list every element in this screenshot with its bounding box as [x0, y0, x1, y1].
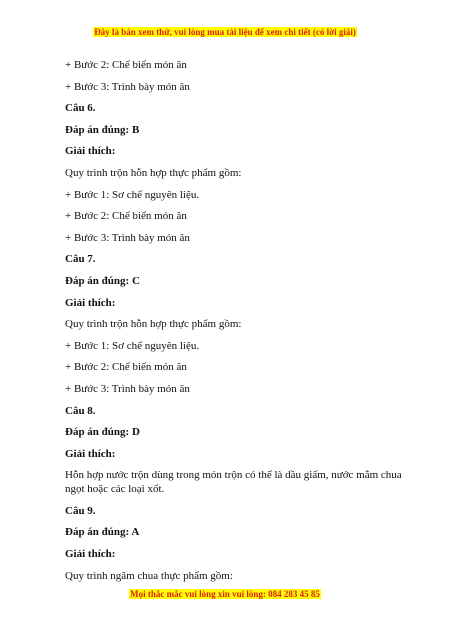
body-paragraph: Hỗn hợp nước trộn dùng trong món trộn có thể là dầu giấm, nước mắm chua ngọt hoặc các loại xốt.: [65, 469, 402, 496]
body-paragraph: + Bước 2: Chế biến món ăn: [65, 361, 187, 374]
body-paragraph: + Bước 2: Chế biến món ăn: [65, 210, 187, 223]
body-paragraph: + Bước 1: Sơ chế nguyên liệu.: [65, 339, 200, 352]
body-paragraph: + Bước 3: Trình bày món ăn: [65, 231, 190, 244]
preview-notice-text: Đây là bản xem thử, vui lòng mua tài liệu để xem chi tiết (có lời giải): [94, 27, 356, 37]
body-paragraph: Quy trình trộn hỗn hợp thực phẩm gồm:: [65, 318, 242, 331]
section-heading: Câu 9.: [65, 504, 96, 517]
body-paragraph: + Bước 1: Sơ chế nguyên liệu.: [65, 188, 200, 201]
section-heading: Giải thích:: [65, 548, 116, 561]
section-heading: Câu 8.: [65, 404, 96, 417]
contact-footer-text: Mọi thắc mắc vui lòng xin vui lòng: 084 283 45 85: [130, 589, 320, 599]
body-paragraph: Quy trình trộn hỗn hợp thực phẩm gồm:: [65, 166, 242, 179]
section-heading: Đáp án đúng: B: [65, 123, 140, 136]
section-heading: Giải thích:: [65, 447, 116, 460]
section-heading: Giải thích:: [65, 296, 116, 309]
section-heading: Câu 7.: [65, 253, 96, 266]
section-heading: Đáp án đúng: D: [65, 426, 140, 439]
section-heading: Đáp án đúng: A: [65, 526, 140, 539]
document-body: [65, 58, 410, 590]
contact-footer-banner: [0, 589, 450, 599]
body-paragraph: + Bước 3: Trình bày món ăn: [65, 80, 190, 93]
preview-notice-banner: [0, 27, 450, 37]
body-paragraph: Quy trình ngâm chua thực phẩm gồm:: [65, 569, 233, 582]
body-paragraph: + Bước 2: Chế biến món ăn: [65, 59, 187, 71]
section-heading: Giải thích:: [65, 145, 116, 158]
body-paragraph: + Bước 3: Trình bày món ăn: [65, 382, 190, 395]
section-heading: Câu 6.: [65, 102, 96, 115]
section-heading: Đáp án đúng: C: [65, 274, 140, 287]
